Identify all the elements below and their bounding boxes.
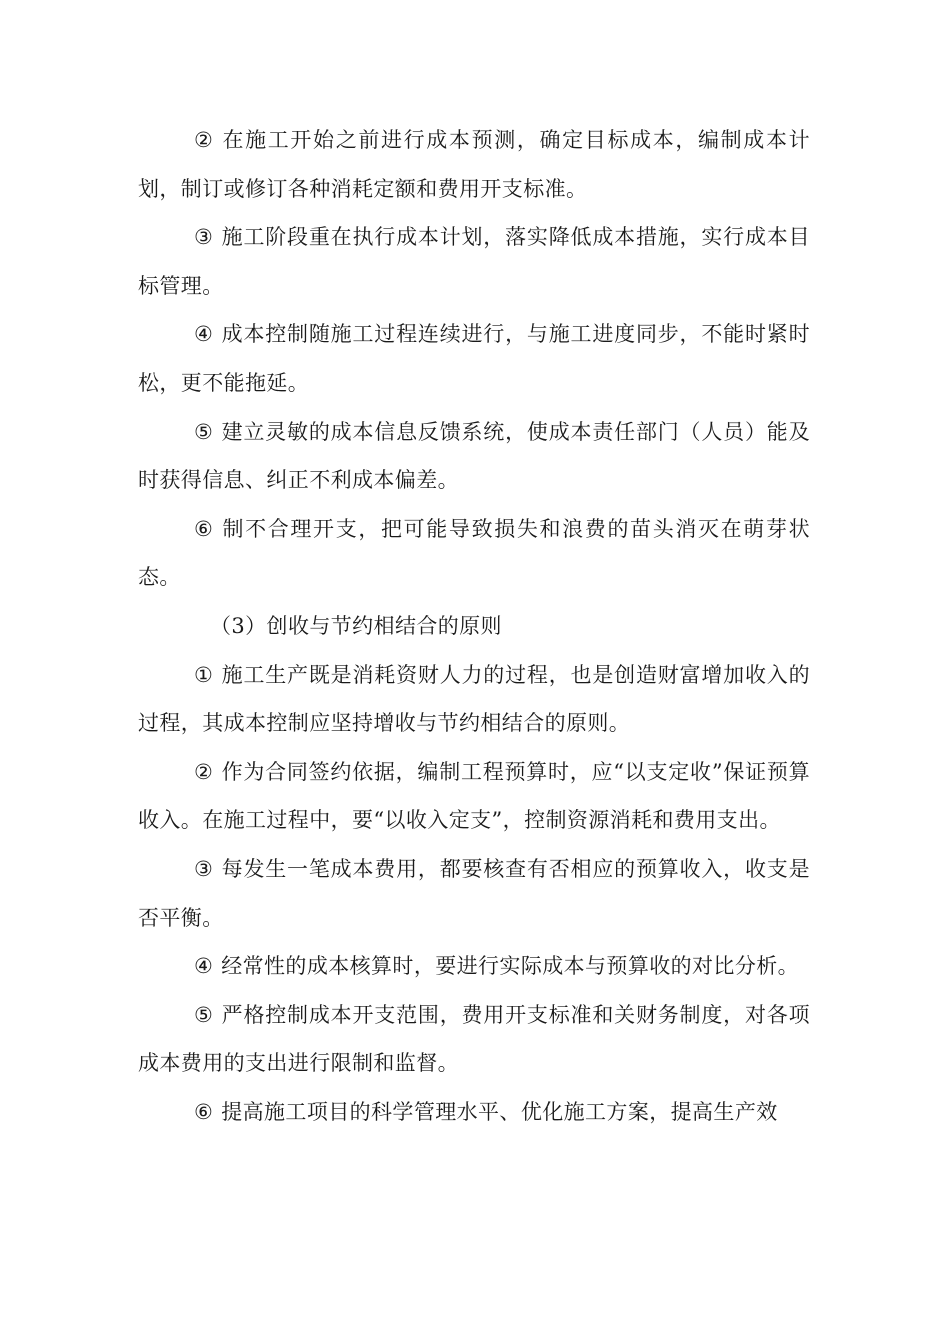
paragraph-text: 建立灵敏的成本信息反馈系统，使成本责任部门（人员）能及时获得信息、纠正不利成本偏差。: [138, 419, 810, 493]
document-body: [138, 116, 810, 1136]
paragraph-text: 严格控制成本开支范围，费用开支标准和关财务制度，对各项成本费用的支出进行限制和监督。: [138, 1002, 810, 1076]
paragraph-item: [138, 748, 810, 845]
paragraph-number: ②: [194, 128, 215, 152]
paragraph-number: ⑤: [194, 419, 214, 444]
section-heading: （3）创收与节约相结合的原则: [210, 613, 502, 638]
paragraph-text: 经常性的成本核算时，要进行实际成本与预算收的对比分析。: [221, 954, 800, 979]
paragraph-text: 施工生产既是消耗资财人力的过程，也是创造财富增加收入的过程，其成本控制应坚持增收与节约相结合的原则。: [138, 662, 810, 736]
paragraph-number: ②: [194, 759, 214, 784]
paragraph-text: 提高施工项目的科学管理水平、优化施工方案，提高生产效: [221, 1099, 778, 1124]
paragraph-item: [138, 1088, 810, 1137]
paragraph-item: [138, 991, 810, 1088]
paragraph-text: 施工阶段重在执行成本计划，落实降低成本措施，实行成本目标管理。: [138, 225, 810, 298]
paragraph-number: ⑥: [194, 516, 215, 541]
paragraph-text: 在施工开始之前进行成本预测，确定目标成本，编制成本计划，制订或修订各种消耗定额和费用开支标准。: [138, 128, 810, 201]
paragraph-item: [138, 408, 810, 505]
paragraph-text: 作为合同签约依据，编制工程预算时，应“以支定收”保证预算收入。在施工过程中，要“以收入定支”，控制资源消耗和费用支出。: [138, 759, 810, 833]
paragraph-number: ③: [194, 225, 214, 250]
paragraph-number: ③: [194, 856, 214, 881]
paragraph-number: ④: [194, 322, 214, 347]
paragraph-text: 每发生一笔成本费用，都要核查有否相应的预算收入，收支是否平衡。: [138, 856, 810, 930]
paragraph-number: ⑤: [194, 1002, 214, 1027]
paragraph-item: [138, 213, 810, 310]
paragraph-number: ①: [194, 662, 214, 687]
paragraph-item: [138, 505, 810, 602]
paragraph-item: [138, 651, 810, 748]
paragraph-text: 成本控制随施工过程连续进行，与施工进度同步，不能时紧时松，更不能拖延。: [138, 322, 810, 395]
paragraph-item: [138, 116, 810, 213]
paragraph-item: [138, 942, 810, 991]
paragraph-number: ⑥: [194, 1099, 214, 1124]
paragraph-item: [138, 845, 810, 942]
paragraph-number: ④: [194, 954, 214, 979]
paragraph-text: 制不合理开支，把可能导致损失和浪费的苗头消灭在萌芽状态。: [138, 516, 810, 590]
paragraph-item: [138, 310, 810, 407]
